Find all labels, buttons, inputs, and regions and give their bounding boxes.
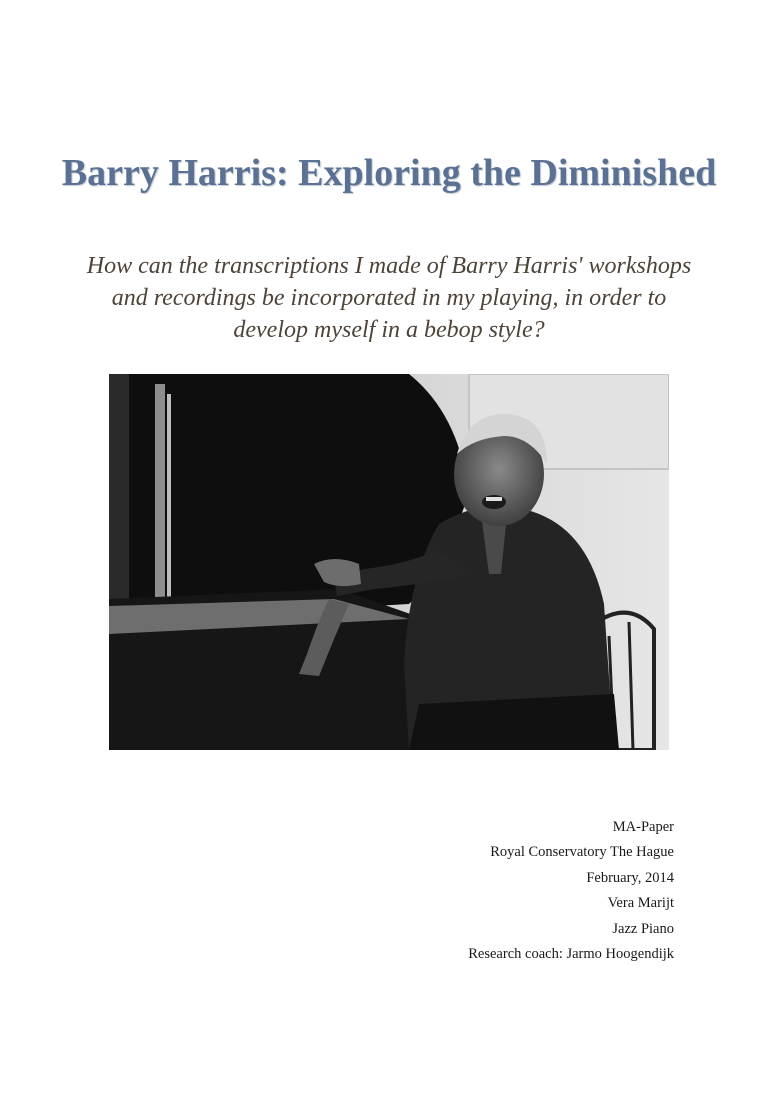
author: Vera Marijt	[607, 895, 674, 912]
research-question: How can the transcriptions I made of Barry Harris' workshops and recordings be incorporated in my playing, in order to develop myself in a bebop style?	[86, 253, 692, 343]
date: February, 2014	[586, 869, 674, 886]
cover-photo	[109, 374, 669, 750]
paper-meta	[468, 815, 674, 967]
department: Jazz Piano	[612, 920, 674, 937]
institution: Royal Conservatory The Hague	[490, 844, 674, 861]
paper-title: Barry Harris: Exploring the Diminished	[61, 152, 717, 194]
paper-type: MA-Paper	[612, 819, 674, 835]
research-coach: Research coach: Jarmo Hoogendijk	[468, 946, 674, 963]
